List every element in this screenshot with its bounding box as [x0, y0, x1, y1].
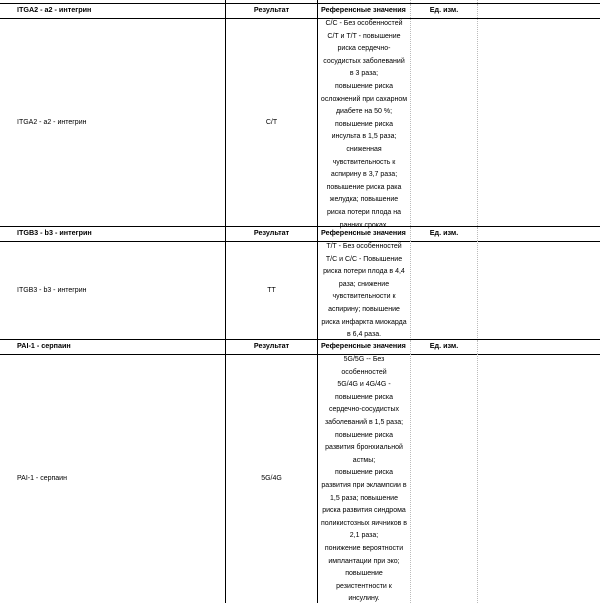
test-result: C/T: [225, 17, 318, 228]
unit-value: [410, 353, 478, 603]
header-reference-label: Референсные значения: [321, 341, 406, 350]
table-row: [0, 17, 600, 228]
header-unit-label: Ед. изм.: [410, 340, 478, 354]
reference-values: T/T - Без особенностей T/C и C/C - Повышение риска потери плода в 4,4 раза; снижение чувствительности к аспирину; повышение риска инфаркта миокарда в 6,4 раза.: [321, 243, 407, 339]
header-result-label: Результат: [225, 4, 318, 18]
reference-values: C/C - Без особенностей C/T и T/T - повышение риска сердечно- сосудистых заболеваний в 3 раза; повышение риска осложнений при сахарном диабете на 50 %; повышение риска инсульта в 1,5 раза; сниженная чувствительность к аспирину в 3,7 раза; повышение риска рака желудка; повышение риска потери плода на ранних сроках.: [320, 20, 408, 229]
unit-value: [410, 17, 478, 228]
test-result: 5G/4G: [225, 353, 318, 603]
test-name: ITGB3 - b3 - интегрин: [17, 286, 87, 294]
header-test-name: PAI-1 - серпаин: [17, 341, 71, 350]
table-row: [0, 240, 600, 340]
reference-values: 5G/5G -- Без особенностей 5G/4G и 4G/4G - повышение риска сердечно-сосудистых заболеваний в 1,5 раза; повышение риска развития бронхиальной астмы; повышение риска развития при эклампсии в 1,5 раза; повышение риска развития синдрома поликистозных яичников в 2,1 раза; понижение вероятности имплантации при эко; повышение резистентности к инсулину.: [320, 356, 408, 603]
header-test-name: ITGB3 - b3 - интегрин: [17, 228, 92, 237]
header-result-label: Результат: [225, 340, 318, 354]
header-unit-label: Ед. изм.: [410, 227, 478, 241]
test-result: TT: [225, 240, 318, 340]
test-name: ITGA2 - a2 - интегрин: [17, 119, 87, 126]
unit-value: [410, 240, 478, 340]
table-row: [0, 353, 600, 603]
header-test-name: ITGA2 - a2 - интегрин: [17, 5, 92, 14]
test-name: PAI-1 - серпаин: [17, 474, 67, 482]
header-reference-label: Референсные значения: [321, 5, 406, 14]
header-result-label: Результат: [225, 227, 318, 241]
header-reference-label: Референсные значения: [321, 228, 406, 237]
header-unit-label: Ед. изм.: [410, 4, 478, 18]
